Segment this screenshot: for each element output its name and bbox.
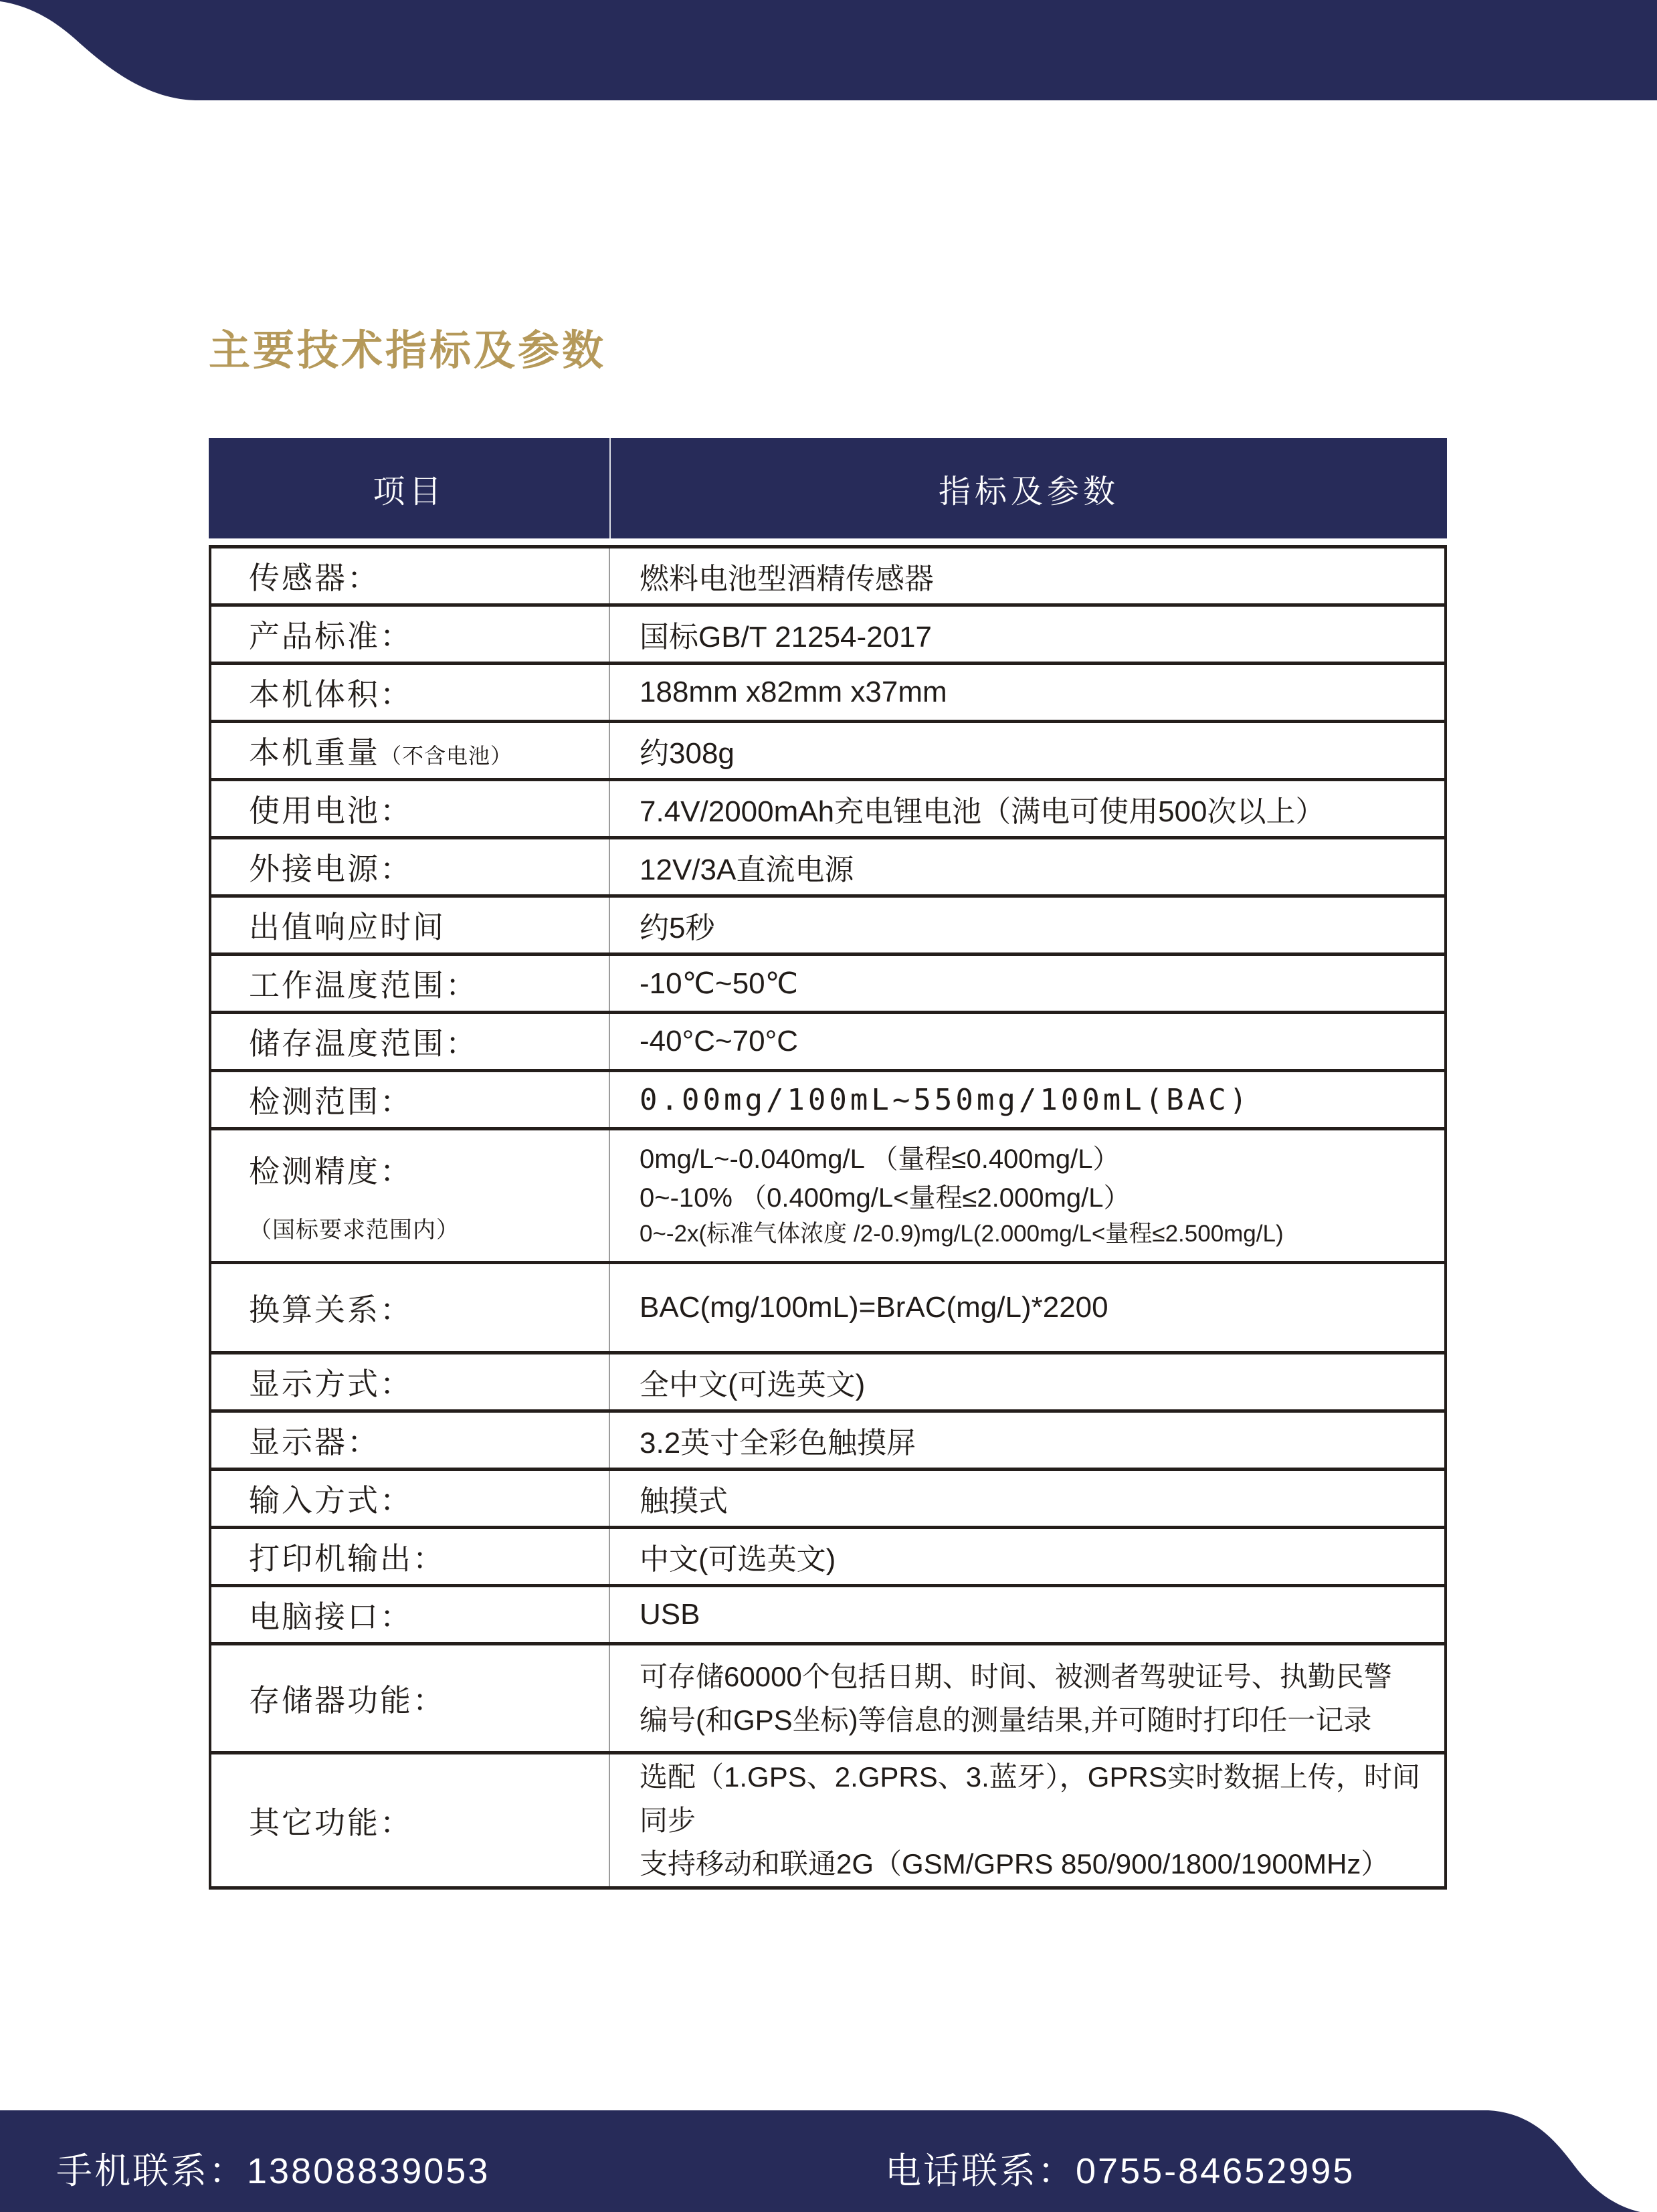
row-value-line2: 编号(和GPS坐标)等信息的测量结果,并可随时打印任一记录	[640, 1704, 1372, 1736]
row-value-line2: 0~-10% （0.400mg/L<量程≤2.000mg/L）	[640, 1183, 1131, 1213]
row-label	[210, 838, 609, 896]
row-label-text: 显示方式：	[249, 1367, 413, 1401]
row-value-text: -40°C~70°C	[640, 1025, 798, 1058]
row-label-text: 电脑接口：	[249, 1599, 413, 1634]
row-value-text: 3.2英寸全彩色触摸屏	[640, 1427, 916, 1460]
row-label	[210, 1586, 609, 1644]
page-title: 主要技术指标及参数	[209, 328, 607, 374]
table-row-input	[210, 1470, 1446, 1528]
table-row-response-time	[210, 896, 1446, 954]
row-value-text: 触摸式	[640, 1485, 728, 1518]
footer-mobile-contact	[56, 2142, 490, 2194]
row-value-text: 国标GB/T 21254-2017	[640, 621, 932, 653]
table-row-range	[210, 1071, 1446, 1129]
row-label	[210, 1013, 609, 1071]
row-label	[210, 1470, 609, 1528]
row-value-text: 中文(可选英文)	[640, 1543, 836, 1576]
row-value	[609, 1353, 1446, 1411]
row-value-text: 0.00mg/100mL~550mg/100mL(BAC)	[640, 1082, 1251, 1117]
row-label	[210, 664, 609, 722]
table-row-display-mode	[210, 1353, 1446, 1411]
row-value-line3: 0~-2x(标准气体浓度 /2-0.9)mg/L(2.000mg/L<量程≤2.500mg/L)	[640, 1221, 1284, 1247]
row-label	[210, 547, 609, 605]
row-label-text: 本机重量	[249, 735, 380, 770]
row-value-text: 约308g	[640, 737, 735, 770]
row-label-text: 出值响应时间	[249, 910, 446, 944]
table-row-other	[210, 1753, 1446, 1888]
row-value-line1: 0mg/L~-0.040mg/L （量程≤0.400mg/L）	[640, 1144, 1120, 1175]
table-row-sensor	[210, 547, 1446, 605]
table-row-battery	[210, 780, 1446, 838]
table-row-size	[210, 664, 1446, 722]
table-row-memory	[210, 1644, 1446, 1753]
row-value	[609, 780, 1446, 838]
row-value-text: BAC(mg/100mL)=BrAC(mg/L)*2200	[640, 1291, 1108, 1324]
phone-contact-label: 电话联系：	[885, 2151, 1076, 2191]
table-row-printer	[210, 1528, 1446, 1586]
row-label-text: 传感器：	[249, 561, 380, 595]
row-label-text: 产品标准：	[249, 619, 413, 653]
row-value	[609, 722, 1446, 780]
row-label	[210, 1129, 609, 1263]
row-label	[210, 1411, 609, 1470]
row-label	[210, 780, 609, 838]
row-label-text: 存储器功能：	[249, 1683, 446, 1718]
row-value-text: -10℃~50℃	[640, 967, 799, 1000]
row-value-text: 188mm x82mm x37mm	[640, 676, 947, 708]
row-value	[609, 547, 1446, 605]
mobile-contact-label: 手机联系：	[56, 2151, 247, 2191]
table-row-storage-temp	[210, 1013, 1446, 1071]
column-header-item: 项目	[209, 438, 611, 538]
phone-contact-number: 0755-84652995	[1076, 2151, 1355, 2191]
table-row-power	[210, 838, 1446, 896]
column-header-params: 指标及参数	[938, 474, 1119, 510]
row-value	[609, 1644, 1446, 1753]
table-row-pc-interface	[210, 1586, 1446, 1644]
row-value	[609, 1470, 1446, 1528]
row-label-text: 输入方式：	[249, 1483, 413, 1518]
row-label	[210, 954, 609, 1013]
row-label	[210, 896, 609, 954]
row-label-text: 本机体积：	[249, 677, 413, 712]
row-value	[609, 1263, 1446, 1353]
spec-table-body	[209, 545, 1447, 1890]
row-value-line1: 可存储60000个包括日期、时间、被测者驾驶证号、执勤民警	[640, 1660, 1392, 1692]
row-label	[210, 1353, 609, 1411]
spec-table-header	[209, 438, 1447, 538]
row-value-text: USB	[640, 1598, 700, 1631]
row-value-text: 全中文(可选英文)	[640, 1369, 866, 1401]
table-row-work-temp	[210, 954, 1446, 1013]
row-value-text: 12V/3A直流电源	[640, 853, 854, 886]
table-row-precision	[210, 1129, 1446, 1263]
table-row-conversion	[210, 1263, 1446, 1353]
row-label-note: （国标要求范围内）	[249, 1217, 460, 1243]
row-value	[609, 954, 1446, 1013]
row-value	[609, 664, 1446, 722]
row-label-text: 储存温度范围：	[249, 1026, 478, 1061]
row-value	[609, 896, 1446, 954]
table-row-standard	[210, 605, 1446, 664]
table-row-weight	[210, 722, 1446, 780]
row-label-text: 换算关系：	[249, 1292, 413, 1327]
row-label-text: 打印机输出：	[249, 1541, 446, 1576]
row-label-text: 外接电源：	[249, 851, 413, 886]
row-label	[210, 1528, 609, 1586]
row-value	[609, 605, 1446, 664]
row-value	[609, 1129, 1446, 1263]
row-value	[609, 1753, 1446, 1888]
row-value-text: 7.4V/2000mAh充电锂电池（满电可使用500次以上）	[640, 795, 1325, 828]
row-label	[210, 605, 609, 664]
row-label	[210, 1263, 609, 1353]
row-value	[609, 1528, 1446, 1586]
table-row-display	[210, 1411, 1446, 1470]
row-label-text: 工作温度范围：	[249, 968, 478, 1003]
row-label-text: 检测精度：	[249, 1154, 413, 1189]
row-value	[609, 1411, 1446, 1470]
row-label	[210, 722, 609, 780]
row-value-text: 燃料电池型酒精传感器	[640, 563, 934, 595]
row-label-text: 使用电池：	[249, 793, 413, 828]
spec-table	[209, 438, 1447, 1890]
footer-phone-contact	[885, 2142, 1355, 2194]
row-value	[609, 1586, 1446, 1644]
mobile-contact-number: 13808839053	[247, 2151, 490, 2191]
row-label-text: 检测范围：	[249, 1084, 413, 1119]
row-value-text: 约5秒	[640, 912, 715, 944]
row-label-text: 其它功能：	[249, 1805, 413, 1840]
row-label	[210, 1644, 609, 1753]
row-value	[609, 838, 1446, 896]
row-value-line1: 选配（1.GPS、2.GPRS、3.蓝牙），GPRS实时数据上传，时间同步	[640, 1761, 1420, 1837]
row-label-note: （不含电池）	[380, 744, 513, 768]
header-swoosh	[0, 0, 1657, 100]
row-value	[609, 1013, 1446, 1071]
row-label-text: 显示器：	[249, 1425, 380, 1460]
row-label	[210, 1753, 609, 1888]
row-label	[210, 1071, 609, 1129]
row-value-line2: 支持移动和联通2G（GSM/GPRS 850/900/1800/1900MHz）	[640, 1848, 1389, 1880]
row-value	[609, 1071, 1446, 1129]
